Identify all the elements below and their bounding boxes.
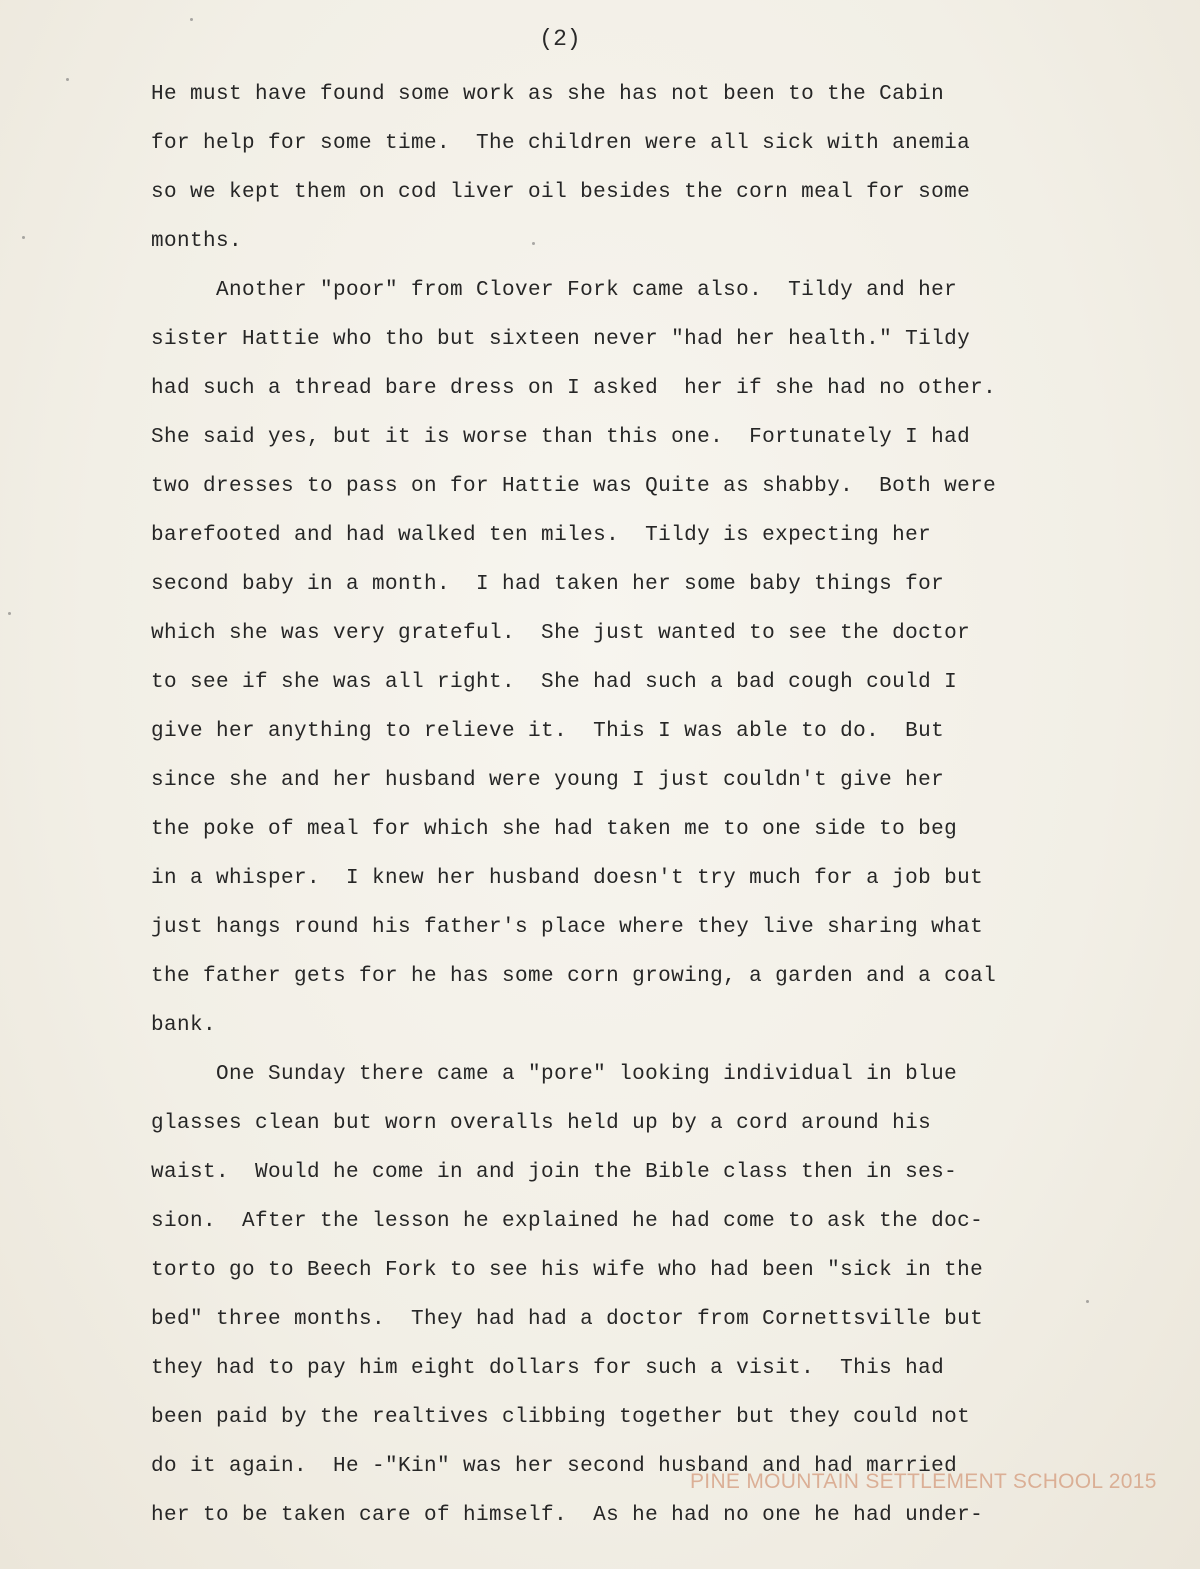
text-line: waist. Would he come in and join the Bible class then in ses- bbox=[151, 1161, 958, 1184]
text-line: which she was very grateful. She just wanted to see the doctor bbox=[151, 622, 971, 645]
text-line: torto go to Beech Fork to see his wife who had been "sick in the bbox=[151, 1259, 984, 1282]
text-line: so we kept them on cod liver oil besides the corn meal for some bbox=[151, 181, 971, 204]
watermark: PINE MOUNTAIN SETTLEMENT SCHOOL 2015 bbox=[690, 1470, 1157, 1493]
text-line: two dresses to pass on for Hattie was Quite as shabby. Both were bbox=[151, 475, 997, 498]
text-line: second baby in a month. I had taken her some baby things for bbox=[151, 573, 945, 596]
text-line: in a whisper. I knew her husband doesn't try much for a job but bbox=[151, 867, 984, 890]
text-line: He must have found some work as she has not been to the Cabin bbox=[151, 83, 945, 106]
text-line: barefooted and had walked ten miles. Tildy is expecting her bbox=[151, 524, 932, 547]
text-line: Another "poor" from Clover Fork came also. Tildy and her bbox=[151, 279, 958, 302]
text-line: been paid by the realtives clibbing together but they could not bbox=[151, 1406, 971, 1429]
text-line: sion. After the lesson he explained he had come to ask the doc- bbox=[151, 1210, 984, 1233]
paper-speck bbox=[532, 242, 535, 245]
text-line: sister Hattie who tho but sixteen never "had her health." Tildy bbox=[151, 328, 971, 351]
paper-speck bbox=[1086, 1300, 1089, 1303]
text-line: since she and her husband were young I just couldn't give her bbox=[151, 769, 945, 792]
text-line: for help for some time. The children were all sick with anemia bbox=[151, 132, 971, 155]
text-line: they had to pay him eight dollars for such a visit. This had bbox=[151, 1357, 945, 1380]
body-text bbox=[151, 70, 1151, 1540]
paper-speck bbox=[8, 612, 11, 615]
text-line: to see if she was all right. She had such a bad cough could I bbox=[151, 671, 958, 694]
text-line: the father gets for he has some corn growing, a garden and a coal bbox=[151, 965, 997, 988]
text-line: her to be taken care of himself. As he had no one he had under- bbox=[151, 1504, 984, 1527]
text-line: months. bbox=[151, 230, 243, 253]
page-number: (2) bbox=[539, 26, 581, 52]
text-line: glasses clean but worn overalls held up by a cord around his bbox=[151, 1112, 932, 1135]
paper-speck bbox=[66, 78, 69, 81]
text-line: One Sunday there came a "pore" looking individual in blue bbox=[151, 1063, 958, 1086]
text-line: the poke of meal for which she had taken me to one side to beg bbox=[151, 818, 958, 841]
text-line: had such a thread bare dress on I asked her if she had no other. bbox=[151, 377, 997, 400]
paper-speck bbox=[22, 236, 25, 239]
text-line: just hangs round his father's place where they live sharing what bbox=[151, 916, 984, 939]
text-line: give her anything to relieve it. This I was able to do. But bbox=[151, 720, 945, 743]
paper-speck bbox=[190, 18, 193, 21]
text-line: bank. bbox=[151, 1014, 217, 1037]
text-line: She said yes, but it is worse than this one. Fortunately I had bbox=[151, 426, 971, 449]
text-line: bed" three months. They had had a doctor from Cornettsville but bbox=[151, 1308, 984, 1331]
text-line: do it again. He -"Kin" was her second husband and had married bbox=[151, 1455, 958, 1478]
